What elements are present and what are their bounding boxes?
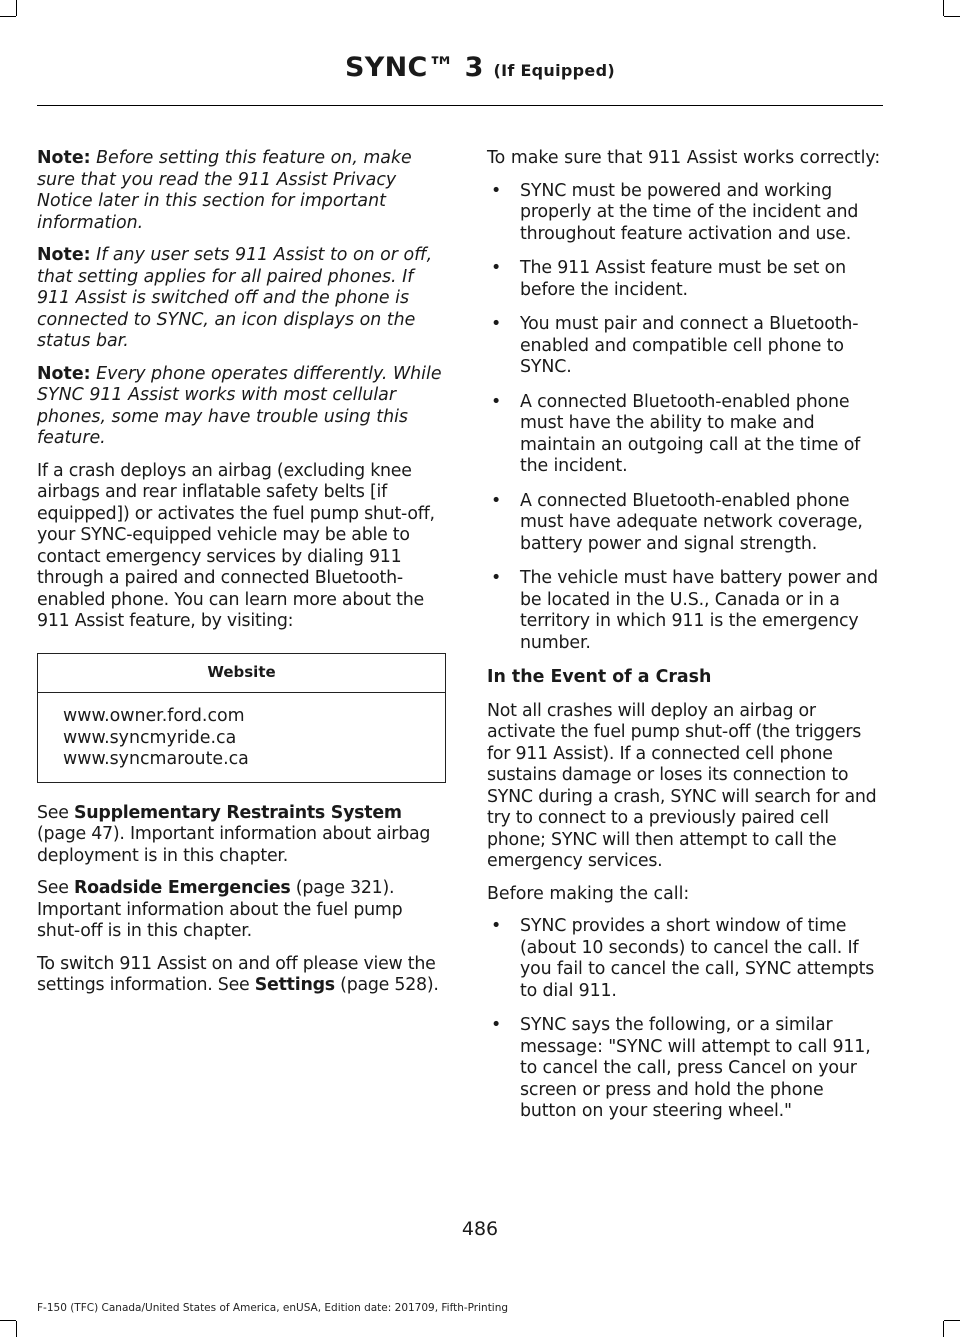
website-link[interactable]: www.syncmyride.ca <box>63 727 237 748</box>
crop-mark <box>944 16 960 17</box>
section-heading: In the Event of a Crash <box>487 667 712 687</box>
reference-paragraph <box>37 954 449 997</box>
call-steps-list <box>487 916 882 1123</box>
crop-mark <box>0 16 16 17</box>
note-text: Every phone operates differently. While SYNC 911 Assist works with most cellular phones, some may have trouble using this feature. <box>37 363 442 448</box>
reference-suffix: (page 321). Important information about the fuel pump shut-off is in this chapter. <box>37 878 403 941</box>
reference-link[interactable]: Supplementary Restraints System <box>73 802 402 823</box>
website-link[interactable]: www.owner.ford.com <box>63 706 245 726</box>
header-divider <box>37 105 883 106</box>
header-title: SYNC™ 3 <box>345 52 484 83</box>
reference-prefix: To switch 911 Assist on and off please view the settings information. See <box>37 953 436 995</box>
intro-paragraph: To make sure that 911 Assist works correctly: <box>487 148 881 168</box>
intro-paragraph: If a crash deploys an airbag (excluding knee airbags and rear inflatable safety belts [if equipped]) or activates the fuel pump shut-off, your SYNC-equipped vehicle may be able to contact emergency services by dialing 911 through a paired and connected Bluetooth-enabled phone. You can learn more about the 911 Assist feature, by visiting: <box>37 460 435 631</box>
website-table <box>37 653 446 783</box>
list-item: • SYNC must be powered and working properly at the time of the incident and throughout feature activation and use. <box>487 181 882 246</box>
crop-mark <box>943 1321 944 1337</box>
note-paragraph <box>37 148 449 234</box>
crop-mark <box>16 1321 17 1337</box>
reference-link[interactable]: Settings <box>254 975 335 995</box>
website-link[interactable]: www.syncmaroute.ca <box>63 749 249 769</box>
list-item: • The 911 Assist feature must be set on before the incident. <box>487 258 882 301</box>
body-paragraph: Not all crashes will deploy an airbag or activate the fuel pump shut-off (the triggers for 911 Assist). If a connected cell phone sustains damage or loses its connection to SYNC during a crash, SYNC will search for and try to connect to a previously paired cell phone; SYNC will then attempt to call the emergency services. <box>487 700 877 871</box>
list-item: • A connected Bluetooth-enabled phone must have the ability to make and maintain an outgoing call at the time of the incident. <box>487 392 882 478</box>
footer-text: F-150 (TFC) Canada/United States of America, enUSA, Edition date: 201709, Fifth-Printing <box>37 1302 509 1314</box>
header-subtitle: (If Equipped) <box>493 61 615 80</box>
body-paragraph: Before making the call: <box>487 883 690 904</box>
crop-mark <box>943 0 944 16</box>
note-paragraph <box>37 245 449 353</box>
crop-mark <box>0 1320 16 1321</box>
right-column <box>487 148 882 1136</box>
reference-suffix: (page 47). Important information about airbag deployment is in this chapter. <box>37 824 431 866</box>
note-text: If any user sets 911 Assist to on or off, that setting applies for all paired phones. If 911 Assist is switched off and the phone is connected to SYNC, an icon displays on the status bar. <box>37 245 433 351</box>
table-header: Website <box>38 654 445 694</box>
reference-paragraph <box>37 803 449 868</box>
list-item: • The vehicle must have battery power and be located in the U.S., Canada or in a territory in which 911 is the emergency number. <box>487 568 882 654</box>
reference-prefix: See <box>37 878 74 898</box>
note-label: Note: <box>37 245 91 265</box>
list-item: • You must pair and connect a Bluetooth-enabled and compatible cell phone to SYNC. <box>487 314 882 379</box>
reference-suffix: (page 528). <box>334 975 439 995</box>
list-item: • A connected Bluetooth-enabled phone must have adequate network coverage, battery power and signal strength. <box>487 491 882 556</box>
list-item: • SYNC provides a short window of time (about 10 seconds) to cancel the call. If you fail to cancel the call, SYNC attempts to dial 911. <box>487 916 882 1002</box>
note-paragraph <box>37 364 449 450</box>
note-label: Note: <box>37 148 91 168</box>
requirements-list <box>487 181 882 655</box>
crop-mark <box>944 1320 960 1321</box>
reference-prefix: See <box>37 802 74 823</box>
list-item: • SYNC says the following, or a similar message: "SYNC will attempt to call 911, to cancel the call, press Cancel on your screen or press and hold the phone button on your steering wheel." <box>487 1015 882 1123</box>
table-cell <box>38 693 445 782</box>
note-text: Before setting this feature on, make sure that you read the 911 Assist Privacy Notice later in this section for important information. <box>37 148 412 233</box>
reference-link[interactable]: Roadside Emergencies <box>73 878 291 898</box>
left-column <box>37 148 449 1008</box>
page-header <box>0 52 960 83</box>
page-number: 486 <box>461 1218 499 1240</box>
note-label: Note: <box>37 363 91 384</box>
crop-mark <box>16 0 17 16</box>
reference-paragraph <box>37 878 449 943</box>
